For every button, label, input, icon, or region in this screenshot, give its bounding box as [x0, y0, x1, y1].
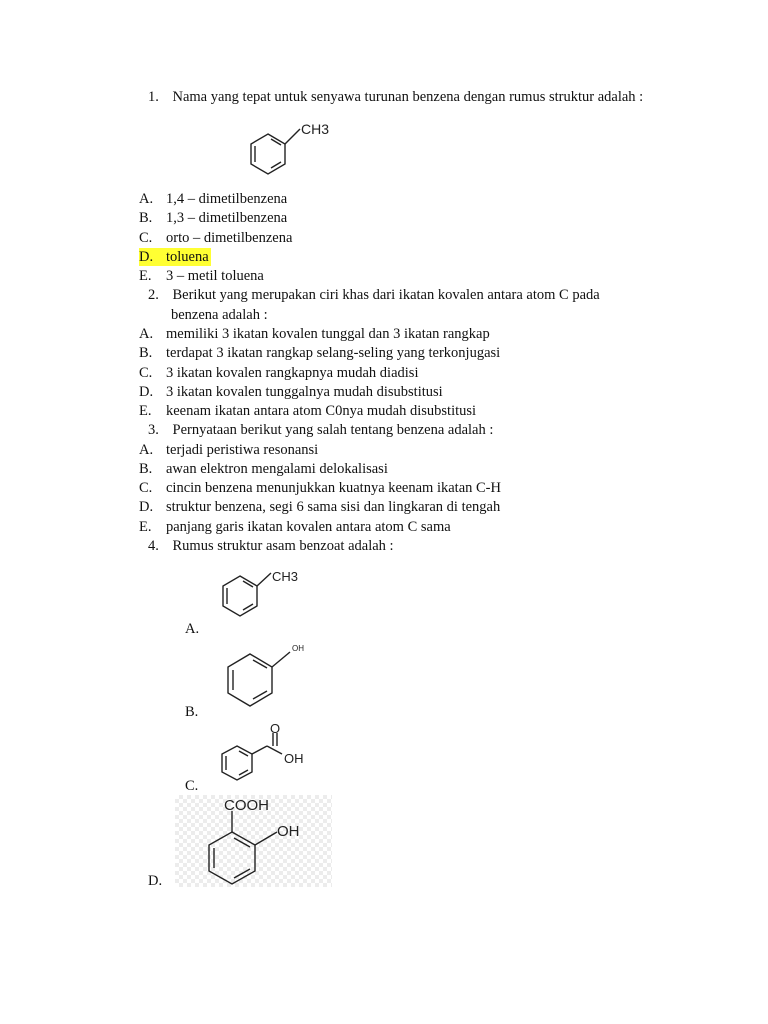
toluene-structure-option-a — [212, 562, 312, 626]
question-text: Berikut yang merupakan ciri khas dari ikatan kovalen antara atom C pada — [172, 287, 600, 303]
option-text: struktur benzena, segi 6 sama sisi dan lingkaran di tengah — [166, 499, 501, 515]
option-letter: C. — [139, 480, 153, 496]
question-2-continuation — [171, 306, 268, 324]
svg-text:COOH — [224, 797, 269, 814]
option-letter: E. — [139, 519, 152, 535]
option-letter: D. — [139, 249, 154, 265]
option-text: orto – dimetilbenzena — [166, 230, 293, 246]
question-text: Pernyataan berikut yang salah tentang benzena adalah : — [172, 422, 494, 438]
option-letter: C. — [139, 230, 153, 246]
option-4b-letter: B. — [185, 704, 199, 720]
oh-label: OH — [277, 823, 300, 840]
option-text: 1,4 – dimetilbenzena — [166, 191, 288, 207]
question-3 — [148, 421, 493, 439]
toluene-structure-q1 — [238, 116, 338, 186]
option-text: keenam ikatan antara atom C0nya mudah disubstitusi — [166, 403, 477, 419]
svg-text:OH — [292, 644, 304, 653]
option-text: terdapat 3 ikatan rangkap selang-seling yang terkonjugasi — [166, 345, 501, 361]
option-4d-letter: D. — [148, 873, 163, 889]
option-letter: D. — [139, 384, 154, 400]
svg-text:CH3 — [272, 569, 298, 584]
option-letter: B. — [139, 210, 153, 226]
option-text: cincin benzena menunjukkan kuatnya keenam ikatan C-H — [166, 480, 501, 496]
option-letter: B. — [139, 461, 153, 477]
benzoic-acid-structure-option-c — [212, 722, 322, 784]
option-letter: A. — [139, 442, 154, 458]
option-letter: E. — [139, 268, 152, 284]
option-text: 1,3 – dimetilbenzena — [166, 210, 288, 226]
option-text: toluena — [166, 249, 209, 265]
option-4c-letter: C. — [185, 778, 199, 794]
question-2 — [148, 286, 600, 304]
option-4a-letter: A. — [185, 621, 200, 637]
question-4 — [148, 537, 394, 555]
question-number: 2. — [148, 287, 159, 303]
option-letter: C. — [139, 365, 153, 381]
option-text: 3 – metil toluena — [166, 268, 264, 284]
question-1 — [148, 88, 643, 106]
oh-label: OH — [284, 751, 304, 766]
svg-text:OH — [284, 751, 304, 766]
option-text: awan elektron mengalami delokalisasi — [166, 461, 388, 477]
phenol-structure-option-b — [212, 636, 322, 718]
option-letter: A. — [139, 191, 154, 207]
question-text: Nama yang tepat untuk senyawa turunan benzena dengan rumus struktur adalah : — [172, 89, 644, 105]
oxygen-label: O — [270, 721, 281, 736]
option-text: 3 ikatan kovalen rangkapnya mudah diadisi — [166, 365, 419, 381]
option-text: panjang garis ikatan kovalen antara atom C sama — [166, 519, 451, 535]
option-letter: E. — [139, 403, 152, 419]
option-text: terjadi peristiwa resonansi — [166, 442, 319, 458]
ch3-label: CH3 — [272, 569, 299, 584]
question-number: 3. — [148, 422, 159, 438]
svg-text:O — [270, 721, 280, 736]
option-text: memiliki 3 ikatan kovalen tunggal dan 3 ikatan rangkap — [166, 326, 490, 342]
question-text: Rumus struktur asam benzoat adalah : — [172, 538, 394, 554]
option-letter: B. — [139, 345, 153, 361]
svg-text:CH3 — [301, 121, 329, 137]
svg-text:OH — [277, 823, 300, 840]
cooh-label: COOH — [224, 797, 269, 814]
option-letter: A. — [139, 326, 154, 342]
question-text: benzena adalah : — [171, 307, 268, 323]
question-number: 1. — [148, 89, 159, 105]
oh-label: OH — [292, 644, 304, 653]
option-letter: D. — [139, 499, 154, 515]
ch3-label: CH3 — [301, 121, 330, 137]
option-text: 3 ikatan kovalen tunggalnya mudah disubstitusi — [166, 384, 443, 400]
salicylic-acid-structure-option-d — [175, 795, 332, 887]
question-number: 4. — [148, 538, 159, 554]
